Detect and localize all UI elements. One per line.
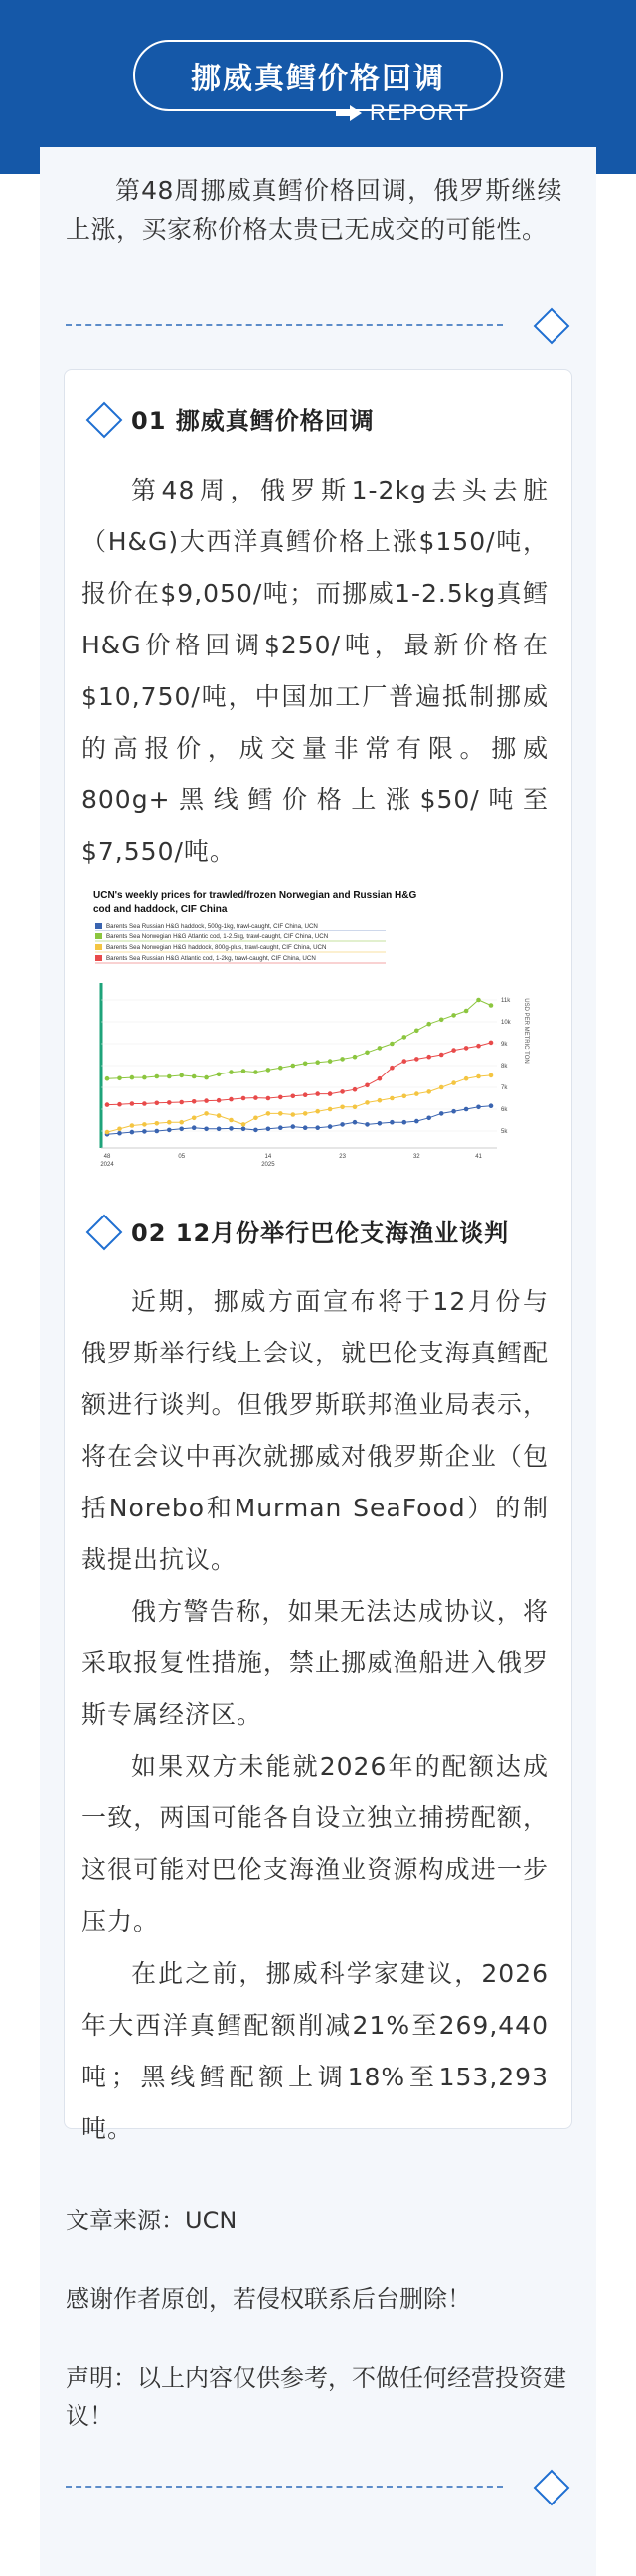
data-point [451,1013,456,1018]
data-point [179,1120,184,1125]
data-point [426,1055,431,1060]
data-point [365,1051,370,1056]
data-point [117,1127,122,1132]
data-point [291,1064,296,1069]
data-point [192,1125,197,1130]
data-point [378,1098,383,1103]
data-point [229,1070,234,1074]
data-point [426,1089,431,1094]
data-point [365,1100,370,1105]
footer-disclaimer: 声明：以上内容仅供参考，不做任何经营投资建议！ [66,2364,566,2430]
x-tick-label-line: 48 [103,1154,111,1160]
data-point [179,1073,184,1078]
data-point [451,1109,456,1114]
report-label: REPORT [370,100,470,125]
data-point [117,1102,122,1107]
x-tick-label-line: 14 [264,1154,272,1160]
data-point [291,1112,296,1117]
x-tick-label-line: 32 [412,1154,420,1160]
x-tick-label-line: 41 [475,1154,482,1160]
data-point [253,1095,258,1100]
data-point [402,1120,407,1125]
section1-title-text: 挪威真鳕价格回调 [175,407,375,435]
legend-entry: Barents Sea Norwegian H&G Atlantic cod, 1-2.5kg, trawl-caught, CIF China, UCN [106,933,329,940]
data-point [192,1074,197,1079]
data-point [142,1075,147,1080]
data-point [130,1123,135,1128]
x-tick-label-line: 2025 [261,1162,275,1168]
section2-paragraph-3: 如果双方未能就2026年的配额达成一致，两国可能各自设立独立捕捞配额，这很可能对巴伦支海渔业资源构成进一步压力。 [81,1752,549,1935]
data-point [489,1073,494,1078]
data-point [241,1096,246,1101]
data-point [217,1113,222,1118]
data-point [464,1076,469,1081]
data-point [365,1122,370,1127]
footer-thanks: 感谢作者原创，若侵权联系后台删除！ [66,2285,471,2313]
section2-paragraph-4: 在此之前，挪威科学家建议，2026年大西洋真鳕配额削减21%至269,440吨；黑线鳕配额上调18%至153,293吨。 [81,1959,549,2143]
data-point [378,1121,383,1126]
data-point [489,1103,494,1108]
data-point [142,1101,147,1106]
data-point [241,1127,246,1132]
section2-paragraph-1: 近期，挪威方面宣布将于12月份与俄罗斯举行线上会议，就巴伦支海真鳕配额进行谈判。但俄罗斯联邦渔业局表示，将在会议中再次就挪威对俄罗斯企业（包括Norebo和Murman SeaFood）的制裁提出抗议。 [81,1287,549,1574]
data-point [217,1127,222,1132]
data-point [328,1059,333,1064]
data-point [426,1022,431,1027]
data-point [155,1074,160,1079]
data-point [167,1128,172,1133]
y-tick-label: 7k [501,1085,508,1091]
section1-title [131,401,375,436]
data-point [241,1069,246,1073]
data-point [155,1121,160,1126]
data-point [253,1128,258,1133]
data-point [353,1105,358,1110]
x-tick-label-line: 05 [178,1154,186,1160]
data-point [229,1126,234,1131]
data-point [117,1076,122,1081]
legend-entry: Barents Sea Norwegian H&G haddock, 800g-plus, trawl-caught, CIF China, UCN [106,944,327,951]
data-point [130,1075,135,1080]
data-point [192,1099,197,1104]
legend-entry: Barents Sea Russian H&G Atlantic cod, 1-2kg, trawl-caught, CIF China, UCN [106,955,316,962]
chart-title-line-1: UCN's weekly prices for trawled/frozen Norwegian and Russian H&G [93,890,417,901]
data-point [353,1087,358,1092]
series-line [107,1043,491,1105]
data-point [353,1055,358,1060]
data-point [278,1095,283,1100]
section1-paragraph: 第48周，俄罗斯1-2kg去头去脏（H&G)大西洋真鳕价格上涨$150/吨，报价在$9,050/吨；而挪威1-2.5kg真鳕H&G价格回调$250/吨，最新价格在$10,750/吨，中国加工厂普遍抵制挪威的高报价，成交量非常有限。挪威800g+黑线鳕价格上涨$50/吨至$7,550/吨。 [81,476,549,866]
data-point [241,1122,246,1127]
data-point [414,1057,419,1062]
data-point [266,1096,271,1101]
data-point [266,1111,271,1116]
footer-source: 文章来源：UCN [66,2207,238,2234]
data-point [340,1089,345,1094]
data-point [340,1057,345,1062]
data-point [489,1003,494,1008]
x-tick-label [178,1154,185,1160]
data-point [192,1116,197,1121]
data-point [142,1122,147,1127]
data-point [266,1068,271,1073]
data-point [328,1091,333,1096]
legend-swatch [95,944,102,950]
data-point [167,1120,172,1125]
data-point [303,1092,308,1097]
data-point [179,1100,184,1105]
data-point [278,1125,283,1130]
data-point [451,1080,456,1085]
series-line [107,1106,491,1135]
data-point [303,1062,308,1067]
data-point [390,1042,395,1047]
data-point [229,1097,234,1102]
section2-number: 02 [131,1219,167,1247]
legend-entry: Barents Sea Russian H&G haddock, 500g-1kg, trawl-caught, CIF China, UCN [106,923,318,930]
data-point [266,1127,271,1132]
y-tick-label: 11k [501,998,511,1004]
legend-swatch [95,933,102,939]
data-point [315,1125,320,1130]
report-tag [336,98,469,128]
data-point [217,1098,222,1103]
data-point [204,1127,209,1132]
data-point [451,1048,456,1053]
chart-x-ticks [100,1154,482,1168]
header-title: 挪威真鳕价格回调 [133,40,503,111]
data-point [476,1105,481,1110]
arrow-right-icon [336,105,362,121]
data-point [426,1116,431,1121]
divider-bottom [66,2486,503,2488]
data-point [291,1124,296,1129]
data-point [130,1130,135,1135]
y-tick-label: 6k [501,1107,508,1113]
data-point [439,1111,444,1116]
data-point [105,1102,110,1107]
section2-paragraph-2: 俄方警告称，如果无法达成协议，将采取报复性措施，禁止挪威渔船进入俄罗斯专属经济区。 [81,1597,549,1729]
data-point [390,1066,395,1071]
data-point [390,1120,395,1125]
data-point [489,1041,494,1046]
price-chart [87,882,535,1180]
data-point [328,1107,333,1112]
y-tick-label: 8k [501,1064,508,1070]
data-point [414,1119,419,1124]
section2-title [131,1214,509,1248]
data-point [340,1122,345,1127]
data-point [378,1046,383,1051]
x-tick-label-line: 23 [339,1154,346,1160]
data-point [204,1111,209,1116]
data-point [315,1060,320,1065]
data-point [476,998,481,1003]
data-point [315,1109,320,1114]
data-point [390,1096,395,1101]
data-point [464,1009,469,1014]
legend-swatch [95,923,102,929]
data-point [253,1116,258,1121]
chart-legend [95,923,386,963]
data-point [130,1101,135,1106]
chart-y-axis-label: USD PER METRIC TON [523,998,529,1064]
data-point [105,1076,110,1081]
data-point [464,1107,469,1112]
section2-title-text: 12月份举行巴伦支海渔业谈判 [175,1219,510,1247]
data-point [402,1035,407,1040]
chart-title [93,890,419,915]
data-point [402,1094,407,1099]
x-tick-label [100,1154,114,1168]
data-point [378,1076,383,1081]
data-point [353,1120,358,1125]
data-point [167,1100,172,1105]
y-tick-label: 5k [501,1129,508,1135]
legend-swatch [95,955,102,961]
x-tick-label [413,1154,420,1160]
data-point [155,1101,160,1106]
data-point [328,1124,333,1129]
series-line [107,1000,491,1078]
data-point [340,1105,345,1110]
data-point [155,1129,160,1134]
chart-y-ticks [501,998,512,1135]
data-point [476,1044,481,1049]
data-point [278,1066,283,1071]
data-point [414,1091,419,1096]
data-point [402,1059,407,1064]
x-tick-label [475,1154,482,1160]
intro-paragraph: 第48周挪威真鳕价格回调，俄罗斯继续上涨，买家称价格太贵已无成交的可能性。 [66,176,562,244]
data-point [217,1073,222,1077]
divider-top [66,324,503,326]
data-point [204,1098,209,1103]
data-point [291,1094,296,1099]
data-point [117,1131,122,1136]
data-point [414,1029,419,1034]
data-point [278,1111,283,1116]
data-point [105,1130,110,1135]
chart-title-line-2: cod and haddock, CIF China [93,904,228,915]
data-point [365,1083,370,1088]
data-point [167,1074,172,1079]
data-point [179,1127,184,1132]
data-point [476,1074,481,1079]
chart-series [105,998,494,1137]
data-point [315,1091,320,1096]
series-line [107,1075,491,1132]
x-tick-label [261,1154,275,1168]
data-point [464,1046,469,1051]
section1-number: 01 [131,407,167,435]
data-point [439,1018,444,1023]
data-point [439,1085,444,1090]
y-tick-label: 9k [501,1042,508,1048]
x-tick-label [339,1154,346,1160]
data-point [204,1075,209,1080]
data-point [253,1070,258,1074]
data-point [439,1053,444,1058]
data-point [303,1111,308,1116]
data-point [142,1129,147,1134]
data-point [229,1118,234,1123]
x-tick-label-line: 2024 [100,1162,114,1168]
y-tick-label: 10k [501,1020,511,1026]
data-point [303,1125,308,1130]
